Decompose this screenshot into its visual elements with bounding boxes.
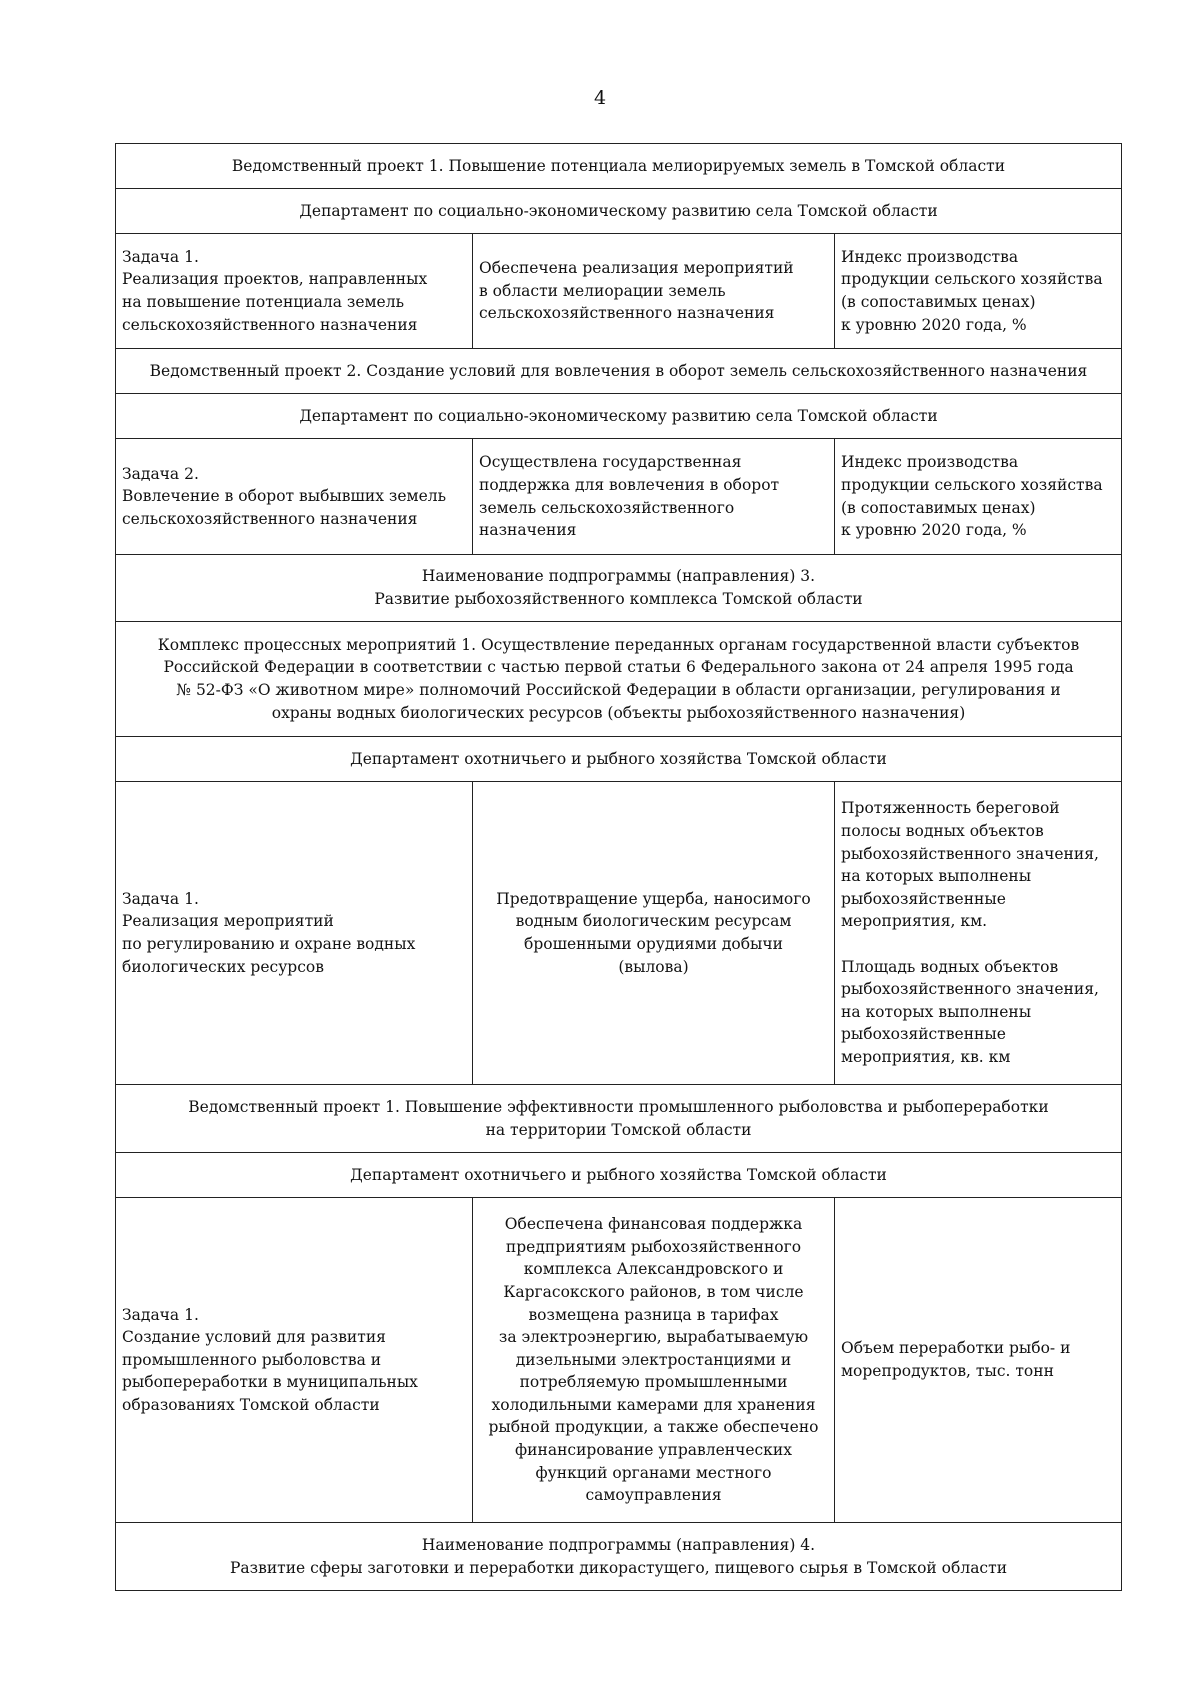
table-row	[116, 1198, 1122, 1523]
responsible-department: Департамент охотничьего и рыбного хозяйства Томской области	[116, 1153, 1122, 1198]
program-structure-table	[115, 143, 1122, 1591]
subprogram-3-heading: Наименование подпрограммы (направления) 3. Развитие рыбохозяйственного комплекса Томской области	[116, 555, 1122, 622]
indicator-cell: Индекс производства продукции сельского хозяйства (в сопоставимых ценах) к уровню 2020 года, %	[835, 234, 1122, 349]
responsible-department: Департамент по социально-экономическому развитию села Томской области	[116, 189, 1122, 234]
subprogram-4-heading: Наименование подпрограммы (направления) 4. Развитие сферы заготовки и переработки дикорастущего, пищевого сырья в Томской области	[116, 1523, 1122, 1591]
indicator-cell: Объем переработки рыбо- и морепродуктов, тыс. тонн	[835, 1198, 1122, 1523]
task-cell: Задача 2. Вовлечение в оборот выбывших земель сельскохозяйственного назначения	[116, 439, 473, 555]
process-activities-complex-heading: Комплекс процессных мероприятий 1. Осуществление переданных органам государственной власти субъектов Российской Федерации в соответствии с частью первой статьи 6 Федерального закона от 24 апреля 1995 года № 52-ФЗ «О животном мире» полномочий Российской Федерации в области организации, регулирования и охраны водных биологических ресурсов (объекты рыбохозяйственного назначения)	[116, 622, 1122, 737]
result-cell: Предотвращение ущерба, наносимого водным биологическим ресурсам брошенными орудиями добычи (вылова)	[473, 782, 835, 1085]
table-row	[116, 737, 1122, 782]
table-row	[116, 622, 1122, 737]
page-number: 4	[593, 87, 607, 109]
task-cell: Задача 1. Реализация проектов, направленных на повышение потенциала земель сельскохозяйственного назначения	[116, 234, 473, 349]
result-cell: Осуществлена государственная поддержка для вовлечения в оборот земель сельскохозяйственного назначения	[473, 439, 835, 555]
departmental-project-2-heading: Ведомственный проект 2. Создание условий для вовлечения в оборот земель сельскохозяйственного назначения	[116, 349, 1122, 394]
table-row	[116, 439, 1122, 555]
table-row	[116, 555, 1122, 622]
task-cell: Задача 1. Создание условий для развития промышленного рыболовства и рыбопереработки в муниципальных образованиях Томской области	[116, 1198, 473, 1523]
indicator-cell: Индекс производства продукции сельского хозяйства (в сопоставимых ценах) к уровню 2020 года, %	[835, 439, 1122, 555]
table-row	[116, 1085, 1122, 1153]
table-row	[116, 234, 1122, 349]
table-row	[116, 394, 1122, 439]
responsible-department: Департамент охотничьего и рыбного хозяйства Томской области	[116, 737, 1122, 782]
task-cell: Задача 1. Реализация мероприятий по регулированию и охране водных биологических ресурсов	[116, 782, 473, 1085]
result-cell: Обеспечена финансовая поддержка предприятиям рыбохозяйственного комплекса Александровского и Каргасокского районов, в том числе возмещена разница в тарифах за электроэнергию, вырабатываемую дизельными электростанциями и потребляемую промышленными холодильными камерами для хранения рыбной продукции, а также обеспечено финансирование управленческих функций органами местного самоуправления	[473, 1198, 835, 1523]
table-row	[116, 349, 1122, 394]
departmental-project-1-heading: Ведомственный проект 1. Повышение потенциала мелиорируемых земель в Томской области	[116, 144, 1122, 189]
table-row	[116, 144, 1122, 189]
table-row	[116, 782, 1122, 1085]
departmental-project-1-fishery-heading: Ведомственный проект 1. Повышение эффективности промышленного рыболовства и рыбопереработки на территории Томской области	[116, 1085, 1122, 1153]
table-row	[116, 1153, 1122, 1198]
result-cell: Обеспечена реализация мероприятий в области мелиорации земель сельскохозяйственного назначения	[473, 234, 835, 349]
table-row	[116, 189, 1122, 234]
responsible-department: Департамент по социально-экономическому развитию села Томской области	[116, 394, 1122, 439]
table-row	[116, 1523, 1122, 1591]
indicator-cell: Протяженность береговой полосы водных объектов рыбохозяйственного значения, на которых выполнены рыбохозяйственные мероприятия, км. Площадь водных объектов рыбохозяйственного значения, на которых выполнены рыбохозяйственные мероприятия, кв. км	[835, 782, 1122, 1085]
